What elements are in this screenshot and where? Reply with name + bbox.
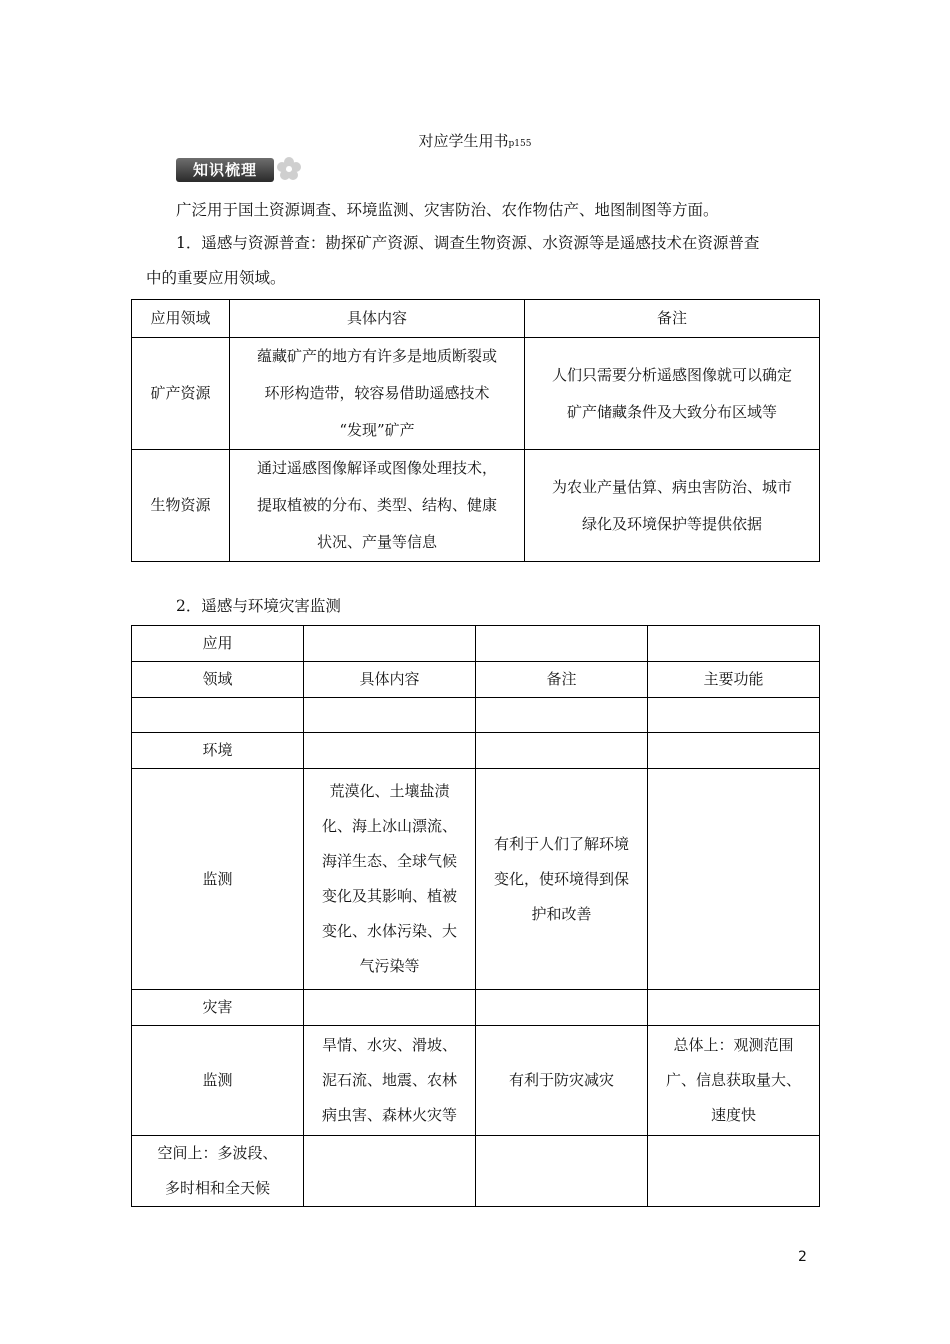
- header-cell: 具体内容: [304, 662, 476, 698]
- page-number: 2: [798, 1249, 807, 1265]
- field-cell: [132, 1136, 304, 1207]
- content-line: 状况、产量等信息: [316, 533, 437, 551]
- field-cell: 监测: [132, 1026, 304, 1136]
- header-cell: 备注: [525, 300, 820, 338]
- note-line: 护和改善: [531, 904, 592, 923]
- table-row: [132, 338, 820, 450]
- table-row: [132, 626, 820, 662]
- note-line: 有利于人们了解环境: [493, 834, 629, 853]
- header-cell: 具体内容: [230, 300, 525, 338]
- function-cell: [648, 1026, 820, 1136]
- note-cell: [476, 769, 648, 990]
- content-cell: [304, 1026, 476, 1136]
- table-row: [132, 698, 820, 733]
- monitoring-table: [131, 625, 820, 1207]
- content-line: 变化、水体污染、大: [321, 922, 457, 940]
- content-line: 蕴藏矿产的地方有许多是地质断裂或: [256, 347, 497, 365]
- function-line: 广、信息获取量大、: [665, 1071, 801, 1089]
- content-cell: [230, 338, 525, 450]
- content-line: 气污染等: [359, 957, 420, 975]
- field-line: 空间上：多波段、: [157, 1144, 278, 1162]
- header-cell: 领域: [132, 662, 304, 698]
- function-line: 总体上：观测范围: [673, 1036, 794, 1054]
- resource-table: [131, 299, 820, 562]
- table-header-row: [132, 662, 820, 698]
- note-line: 变化，使环境得到保: [493, 869, 629, 888]
- table-row: [132, 450, 820, 562]
- section1-line2: 中的重要应用领域。: [146, 269, 286, 287]
- note-line: 矿产储藏条件及大致分布区域等: [566, 402, 777, 421]
- note-cell: [525, 450, 820, 562]
- content-line: 化、海上冰山漂流、: [321, 817, 457, 835]
- content-line: 泥石流、地震、农林: [321, 1071, 457, 1089]
- table-row: [132, 990, 820, 1026]
- table-row: [132, 769, 820, 990]
- section-badge: 知识梳理: [176, 158, 274, 182]
- note-line: 绿化及环境保护等提供依据: [581, 514, 762, 533]
- note-cell: 有利于防灾减灾: [476, 1026, 648, 1136]
- header-cell: 应用领域: [132, 300, 230, 338]
- header-page-ref: p155: [508, 139, 532, 149]
- note-line: 人们只需要分析遥感图像就可以确定: [551, 365, 792, 384]
- field-cell: 环境: [132, 733, 304, 769]
- function-line: 速度快: [710, 1106, 756, 1124]
- content-line: 旱情、水灾、滑坡、: [321, 1036, 457, 1054]
- table-header-row: [132, 300, 820, 338]
- table-row: [132, 733, 820, 769]
- field-cell: 监测: [132, 769, 304, 990]
- content-line: 变化及其影响、植被: [321, 887, 457, 905]
- header-text: 对应学生用书: [418, 132, 509, 150]
- content-line: 通过遥感图像解译或图像处理技术，: [256, 459, 497, 477]
- flower-icon: [276, 156, 302, 182]
- header-cell: 主要功能: [648, 662, 820, 698]
- field-cell: 矿产资源: [132, 338, 230, 450]
- intro-paragraph: 广泛用于国土资源调查、环境监测、灾害防治、农作物估产、地图制图等方面。: [176, 201, 719, 219]
- content-cell: [304, 769, 476, 990]
- field-cell: 灾害: [132, 990, 304, 1026]
- header-cell: 备注: [476, 662, 648, 698]
- content-line: 病虫害、森林火灾等: [321, 1106, 457, 1124]
- content-cell: [230, 450, 525, 562]
- table-row: [132, 1136, 820, 1207]
- field-cell: 应用: [132, 626, 304, 662]
- field-line: 多时相和全天候: [164, 1179, 270, 1197]
- section1-line1: 1．遥感与资源普查：勘探矿产资源、调查生物资源、水资源等是遥感技术在资源普查: [176, 234, 760, 252]
- content-line: 环形构造带，较容易借助遥感技术: [264, 384, 490, 402]
- content-line: 海洋生态、全球气候: [321, 852, 457, 870]
- note-line: 为农业产量估算、病虫害防治、城市: [551, 477, 792, 496]
- content-line: 荒漠化、土壤盐渍: [329, 782, 450, 800]
- content-line: “发现”矿产: [339, 421, 415, 439]
- section2-title: 2．遥感与环境灾害监测: [176, 597, 341, 615]
- content-line: 提取植被的分布、类型、结构、健康: [256, 496, 497, 514]
- page-header: [0, 130, 950, 151]
- field-cell: 生物资源: [132, 450, 230, 562]
- note-cell: [525, 338, 820, 450]
- table-row: [132, 1026, 820, 1136]
